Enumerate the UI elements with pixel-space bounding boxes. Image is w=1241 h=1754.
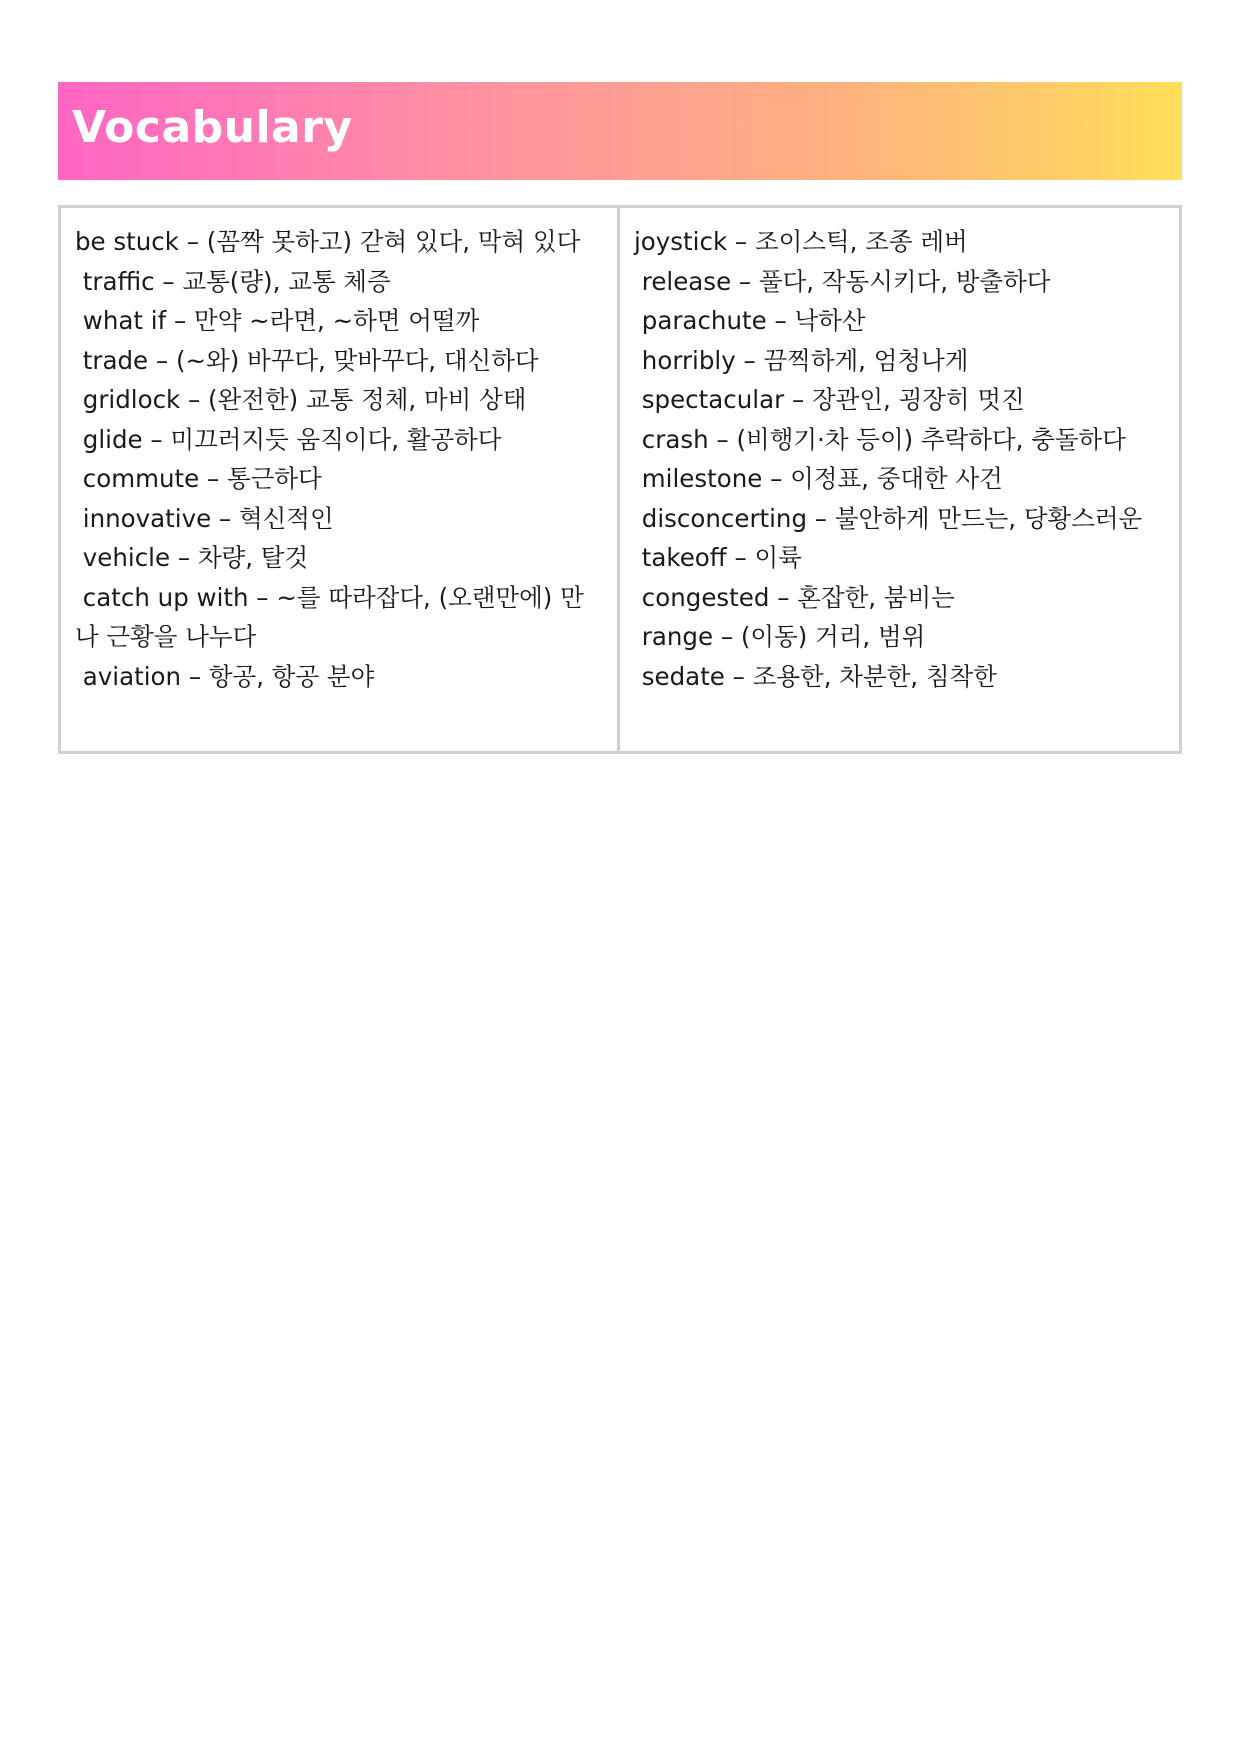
vocabulary-column-left — [61, 208, 620, 751]
vocab-item: congested – 혼잡한, 붐비는 — [634, 582, 955, 612]
vocab-item: what if – 만약 ~라면, ~하면 어떨까 — [75, 306, 480, 335]
vocab-item: takeoff – 이륙 — [634, 543, 802, 572]
vocab-item: disconcerting – 불안하게 만드는, 당황스러운 — [634, 503, 1143, 533]
vocab-item: crash – (비행기·차 등이) 추락하다, 충돌하다 — [634, 424, 1126, 454]
vocabulary-header-banner — [58, 82, 1182, 180]
vocab-item: milestone – 이정표, 중대한 사건 — [634, 464, 1003, 493]
vocab-item: catch up with – ~를 따라잡다, (오랜만에) 만나 근황을 나누다 — [75, 582, 584, 651]
vocab-item: parachute – 낙하산 — [634, 306, 866, 335]
vocab-item: range – (이동) 거리, 범위 — [634, 622, 926, 651]
vocabulary-table — [58, 205, 1182, 754]
vocab-item: joystick – 조이스틱, 조종 레버 — [634, 227, 968, 256]
vocab-item: be stuck – (꼼짝 못하고) 갇혀 있다, 막혀 있다 — [75, 227, 581, 256]
vocab-item: innovative – 혁신적인 — [75, 503, 334, 533]
vocab-item: glide – 미끄러지듯 움직이다, 활공하다 — [75, 424, 502, 454]
vocab-item: sedate – 조용한, 차분한, 침착한 — [634, 661, 997, 691]
vocab-item: horribly – 끔찍하게, 엄청나게 — [634, 345, 969, 375]
vocab-item: aviation – 항공, 항공 분야 — [75, 661, 375, 691]
vocab-item: trade – (~와) 바꾸다, 맞바꾸다, 대신하다 — [75, 345, 539, 375]
vocab-item: gridlock – (완전한) 교통 정체, 마비 상태 — [75, 385, 527, 414]
vocab-item: release – 풀다, 작동시키다, 방출하다 — [634, 266, 1051, 296]
vocab-item: spectacular – 장관인, 굉장히 멋진 — [634, 385, 1025, 414]
vocab-item: commute – 통근하다 — [75, 464, 322, 493]
page-title: Vocabulary — [72, 102, 353, 153]
vocab-item: traffic – 교통(량), 교통 체증 — [75, 266, 391, 296]
vocabulary-column-right — [620, 208, 1179, 751]
vocab-item: vehicle – 차량, 탈것 — [75, 543, 309, 572]
